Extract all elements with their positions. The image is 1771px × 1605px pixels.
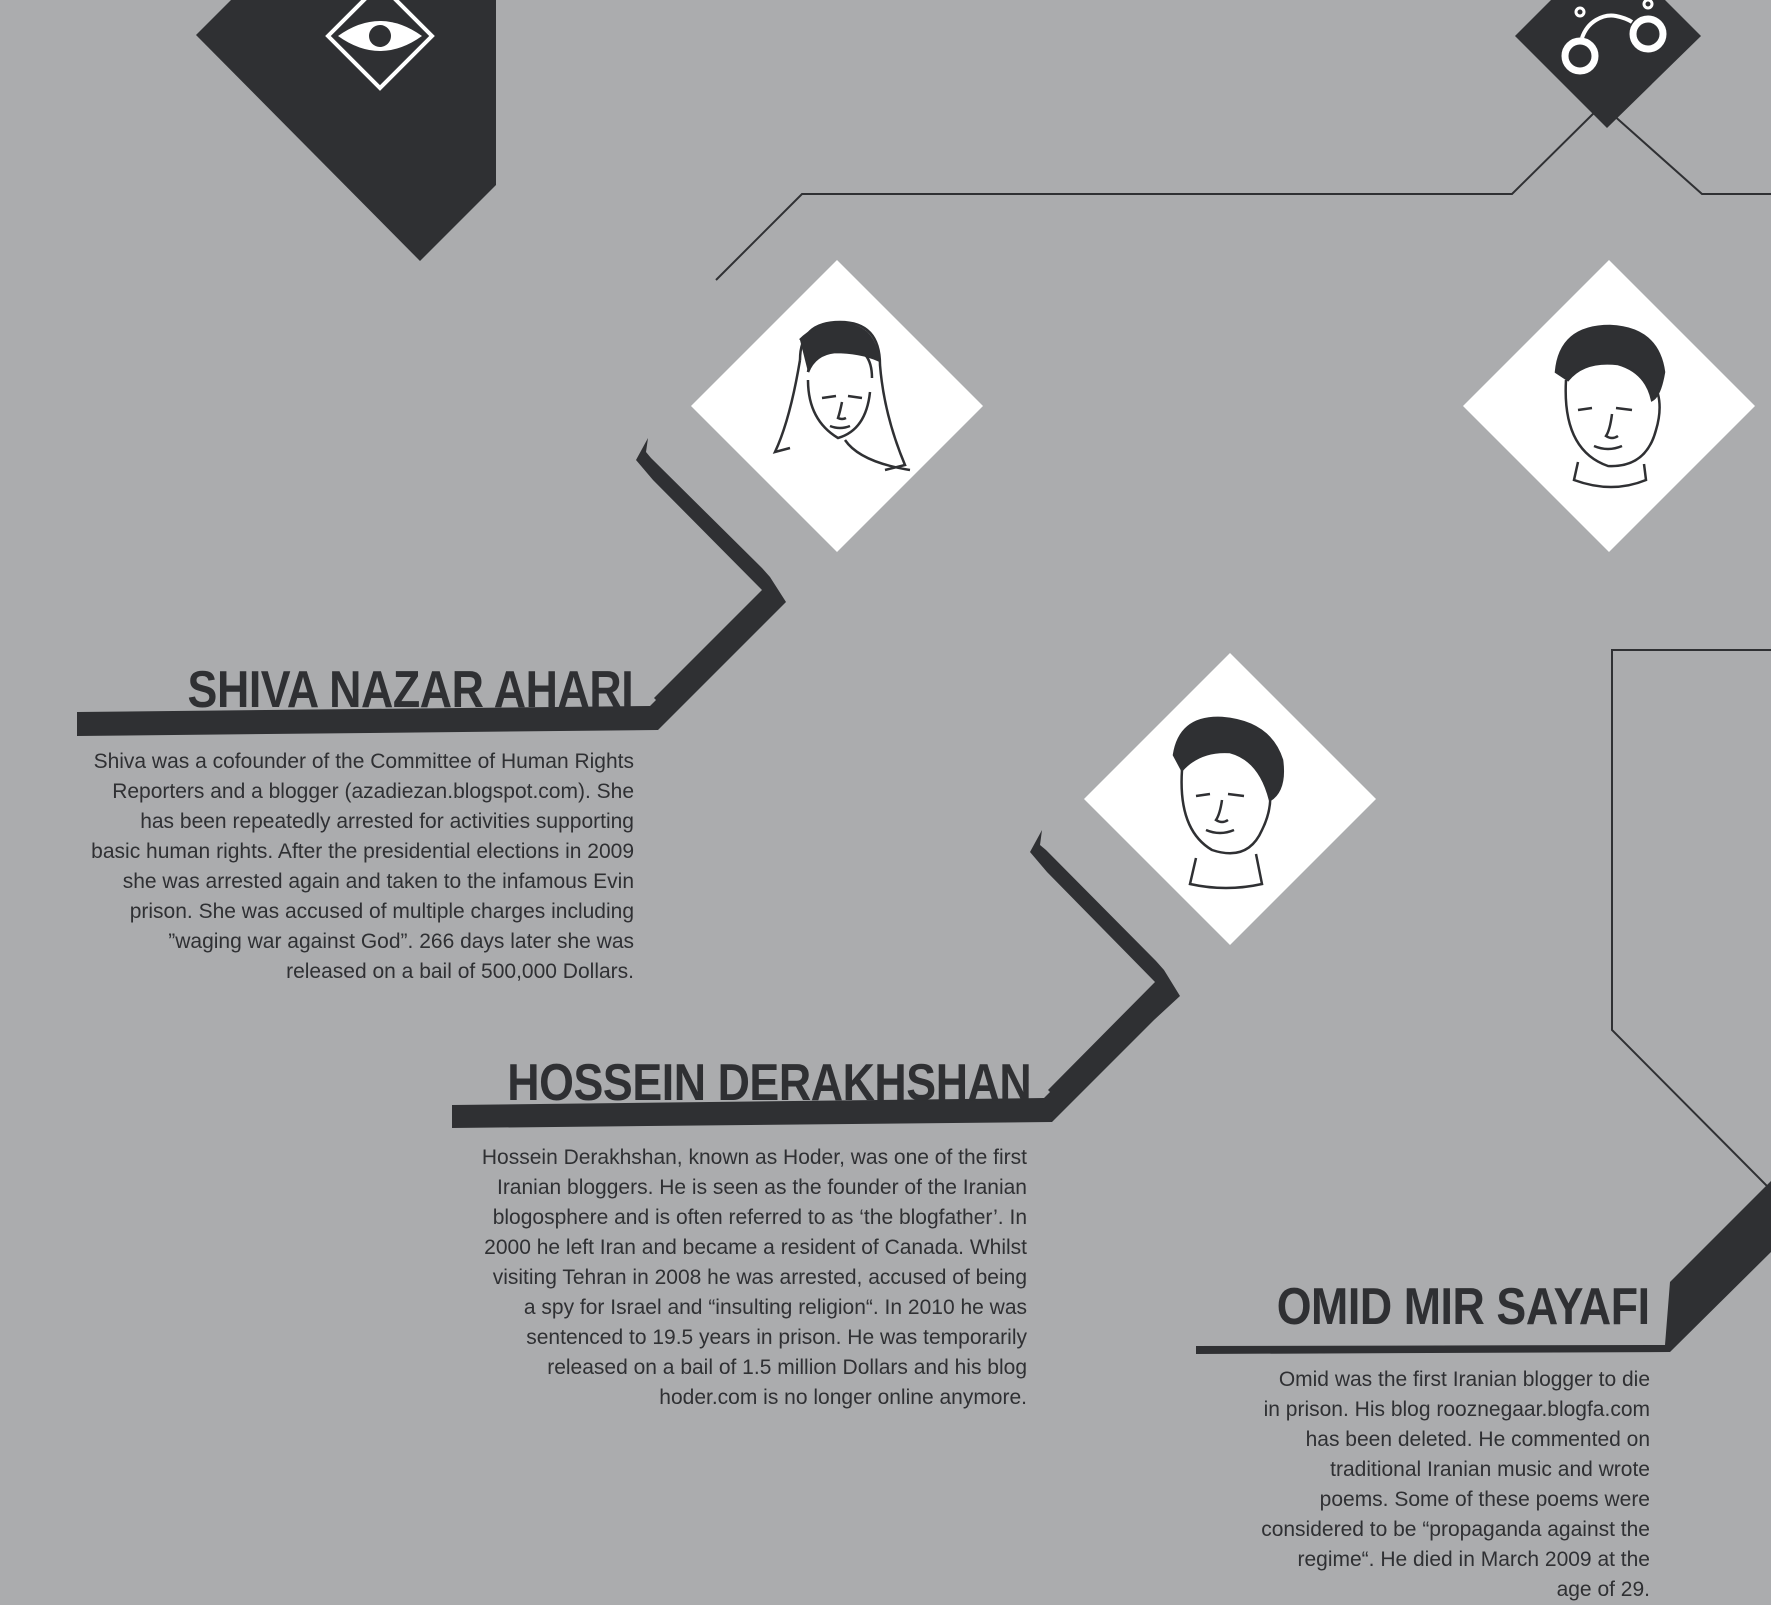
name-shiva: SHIVA NAZAR AHARI	[187, 661, 633, 719]
name-omid: OMID MIR SAYAFI	[1277, 1278, 1650, 1336]
portrait-shiva	[691, 260, 983, 552]
bio-hossein: Hossein Derakhshan, known as Hoder, was one of the first Iranian bloggers. He is seen as the founder of the Iranian blogosphere and is often referred to as ‘the blogfather’. In 2000 he left Iran and became a resident of Canada. Whilst visiting Tehran in 2008 he was arrested, accused of being a spy for Israel and “insulting religion“. In 2010 he was sentenced to 19.5 years in prison. He was temporarily released on a bail of 1.5 million Dollars and his blog hoder.com is no longer online anymore.	[481, 1146, 1027, 1409]
eye-emblem	[196, 0, 496, 261]
name-hossein: HOSSEIN DERAKHSHAN	[507, 1054, 1031, 1112]
portrait-hossein	[1084, 653, 1376, 945]
bio-omid: Omid was the first Iranian blogger to die in prison. His blog rooznegaar.blogfa.com has been deleted. He commented on traditional Iranian music and wrote poems. Some of these poems were considered to be “propaganda against the regime“. He died in March 2009 at the age of 29.	[1261, 1368, 1650, 1601]
handcuffs-emblem	[1515, 0, 1701, 128]
bio-shiva: Shiva was a cofounder of the Committee of Human Rights Reporters and a blogger (azadiezan.blogspot.com). She has been repeatedly arrested for activities supporting basic human rights. After the presidential elections in 2009 she was arrested again and taken to the infamous Evin prison. She was accused of multiple charges including ”waging war against God”. 266 days later she was released on a bail of 500,000 Dollars.	[91, 750, 634, 983]
portrait-omid	[1463, 260, 1755, 552]
